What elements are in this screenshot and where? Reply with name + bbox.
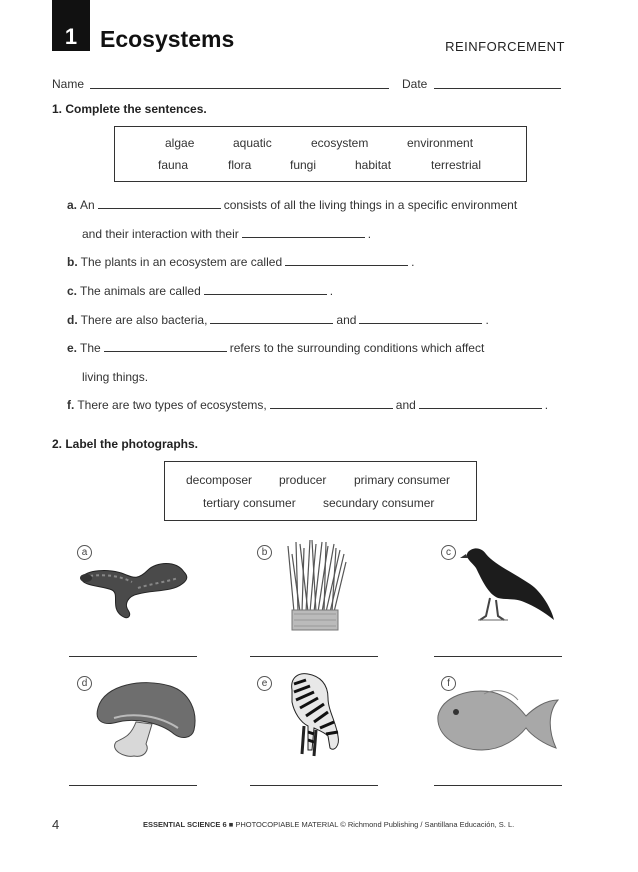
sentence-text: .: [544, 398, 549, 412]
photo-letter-f: f: [441, 676, 456, 691]
word-bank-item: environment: [407, 136, 474, 150]
answer-blank[interactable]: [204, 283, 327, 295]
word-bank-item: aquatic: [233, 136, 272, 150]
footer-copyright: PHOTOCOPIABLE MATERIAL © Richmond Publishing / Santillana Educación, S. L.: [235, 820, 515, 829]
answer-blank[interactable]: [210, 312, 333, 324]
answer-line-a[interactable]: [69, 656, 197, 657]
sentence-text: There are two types of ecosystems,: [77, 398, 267, 412]
answer-line-f[interactable]: [434, 785, 562, 786]
footer-book-title: ESSENTIAL SCIENCE 6: [143, 820, 227, 829]
sentence-text: An: [80, 198, 95, 212]
word-bank-item: secundary consumer: [323, 496, 435, 510]
answer-blank[interactable]: [285, 254, 408, 266]
sentence-text: refers to the surrounding conditions which affect: [229, 341, 485, 355]
name-field[interactable]: [90, 88, 389, 89]
sentence-text: The animals are called: [80, 284, 201, 298]
word-bank-2: [164, 461, 477, 521]
word-bank-item: algae: [165, 136, 195, 150]
word-bank-item: terrestrial: [431, 158, 482, 172]
sentence-letter: a.: [67, 198, 78, 212]
photo-letter-d: d: [77, 676, 92, 691]
sentence-letter: d.: [67, 313, 78, 327]
word-bank-item: producer: [279, 473, 327, 487]
sentence-a: [67, 196, 517, 214]
photo-letter-c: c: [441, 545, 456, 560]
sentence-text: living things.: [82, 370, 149, 384]
sentence-letter: b.: [67, 255, 78, 269]
grass-photo: [286, 540, 348, 632]
sentence-letter: f.: [67, 398, 75, 412]
page-title: Ecosystems: [100, 26, 235, 52]
sentence-text: .: [485, 313, 489, 327]
sentence-e: [67, 339, 484, 357]
eagle-photo: [460, 544, 555, 628]
sentence-letter: c.: [67, 284, 78, 298]
sentence-text: and: [395, 398, 416, 412]
section2-title: 2. Label the photographs.: [52, 437, 199, 451]
sentence-text: The: [80, 341, 101, 355]
fish-photo: [434, 686, 560, 758]
word-bank-item: fauna: [158, 158, 189, 172]
answer-blank[interactable]: [98, 197, 221, 209]
photo-letter-e: e: [257, 676, 272, 691]
sentence-text: and: [336, 313, 357, 327]
sentence-letter: e.: [67, 341, 78, 355]
sentence-a-cont: [82, 225, 371, 243]
word-bank-1: [114, 126, 527, 182]
answer-line-c[interactable]: [434, 656, 562, 657]
sentence-text: .: [329, 284, 334, 298]
footer-square-icon: ■: [228, 820, 234, 829]
answer-line-e[interactable]: [250, 785, 378, 786]
sentence-text: The plants in an ecosystem are called: [80, 255, 283, 269]
snake-photo: [76, 552, 191, 624]
word-bank-item: fungi: [290, 158, 317, 172]
word-bank-item: tertiary consumer: [203, 496, 296, 510]
worksheet-type-label: REINFORCEMENT: [445, 39, 565, 54]
sentence-f: [67, 396, 548, 414]
mushroom-photo: [94, 678, 198, 760]
word-bank-item: decomposer: [186, 473, 253, 487]
sentence-text: .: [367, 227, 372, 241]
sentence-text: and their interaction with their: [82, 227, 239, 241]
answer-line-d[interactable]: [69, 785, 197, 786]
answer-blank[interactable]: [270, 397, 393, 409]
footer-credit: [143, 820, 514, 829]
word-bank-item: flora: [228, 158, 252, 172]
unit-number-badge: 1: [52, 0, 90, 51]
date-field[interactable]: [434, 88, 561, 89]
zebra-photo: [284, 670, 346, 762]
sentence-text: There are also bacteria,: [80, 313, 208, 327]
sentence-d: [67, 311, 489, 329]
sentence-e-cont: [82, 368, 148, 386]
date-label: Date: [402, 77, 428, 91]
answer-blank[interactable]: [104, 340, 227, 352]
sentence-c: [67, 282, 333, 300]
sentence-text: .: [411, 255, 415, 269]
answer-blank[interactable]: [242, 226, 365, 238]
answer-line-b[interactable]: [250, 656, 378, 657]
answer-blank[interactable]: [359, 312, 482, 324]
word-bank-item: habitat: [355, 158, 392, 172]
page-number: 4: [52, 817, 60, 832]
photo-letter-a: a: [77, 545, 92, 560]
word-bank-item: ecosystem: [311, 136, 369, 150]
sentence-b: [67, 253, 414, 271]
section1-title: 1. Complete the sentences.: [52, 102, 207, 116]
word-bank-item: primary consumer: [354, 473, 451, 487]
answer-blank[interactable]: [419, 397, 542, 409]
sentence-text: consists of all the living things in a specific environment: [223, 198, 518, 212]
photo-letter-b: b: [257, 545, 272, 560]
name-label: Name: [52, 77, 85, 91]
